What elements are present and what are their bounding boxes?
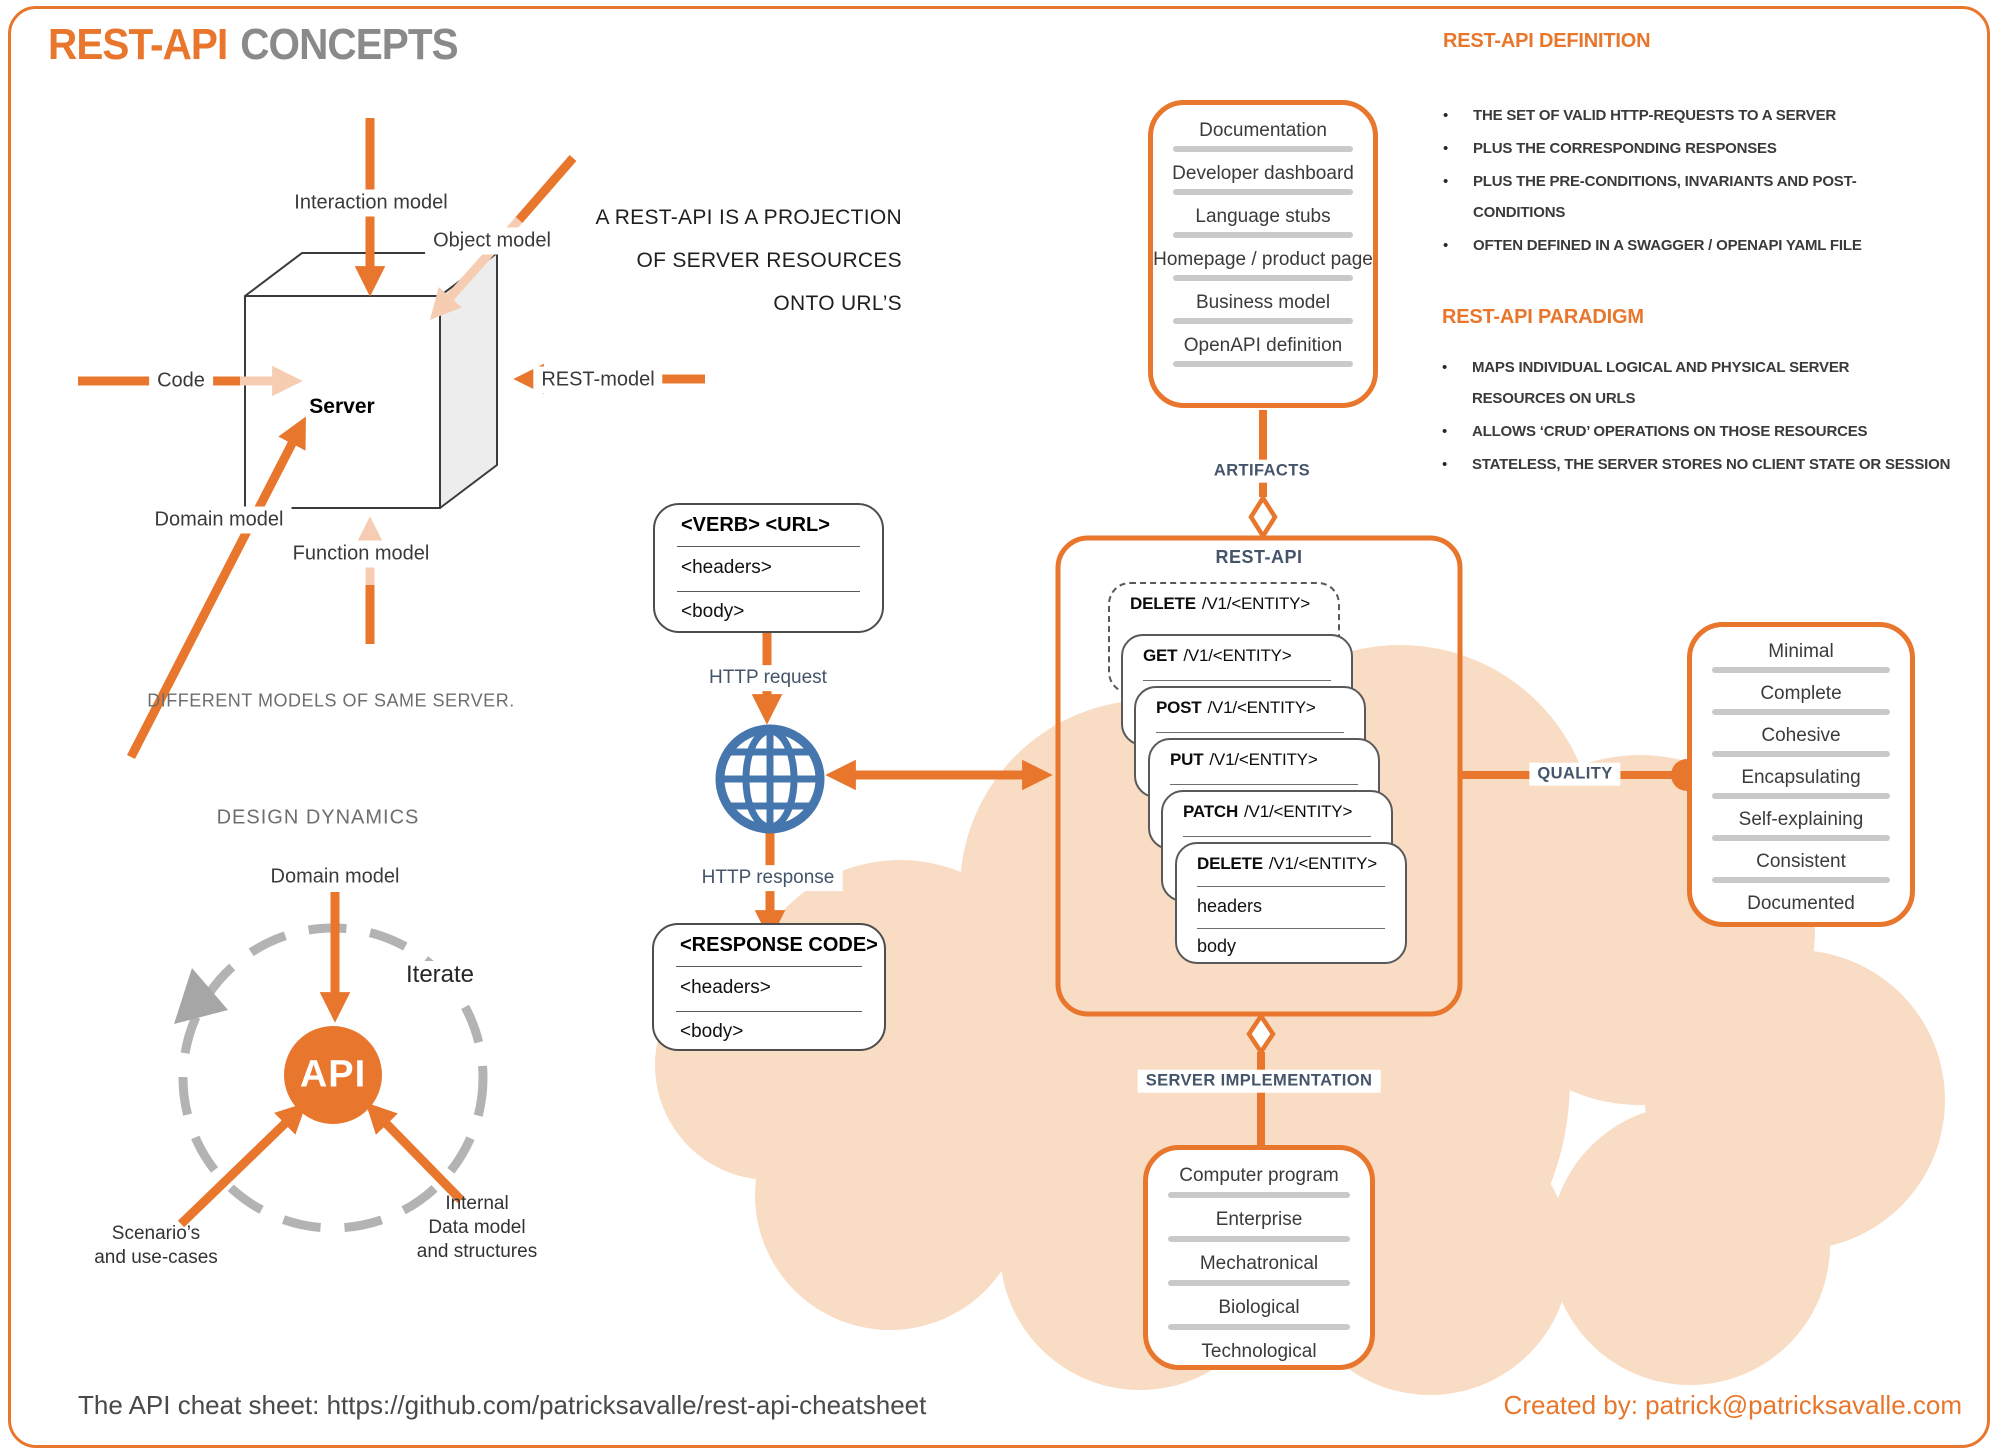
implementation-item-label: Computer program xyxy=(1179,1165,1339,1186)
scenarios-line2: and use-cases xyxy=(94,1247,218,1268)
quality-box xyxy=(1687,622,1915,927)
implementation-item xyxy=(1148,1330,1370,1374)
scenarios-line1: Scenario’s xyxy=(111,1223,201,1244)
domain-model-label: Domain model xyxy=(147,507,292,534)
separator xyxy=(1170,784,1358,785)
bullet-dot: • xyxy=(1442,456,1448,473)
response-title: <RESPONSE CODE> xyxy=(680,934,878,956)
card-headers-row: headers xyxy=(1197,896,1263,916)
card-title xyxy=(1130,594,1310,614)
quality-item xyxy=(1692,883,1910,925)
projection-line1: A REST-API IS A PROJECTION xyxy=(595,206,902,229)
internal-data-model-label xyxy=(417,1192,537,1264)
http-verb: DELETE xyxy=(1197,854,1263,873)
object-model-label: Object model xyxy=(425,228,559,255)
paradigm-title: REST-API PARADIGM xyxy=(1442,306,1644,328)
code-label: Code xyxy=(149,368,213,395)
implementation-box xyxy=(1143,1145,1375,1370)
bullet-dot: • xyxy=(1442,359,1448,376)
artifacts-item xyxy=(1153,109,1373,152)
http-response-box xyxy=(652,923,886,1051)
definition-bullet-text: OFTEN DEFINED IN A SWAGGER / OPENAPI YAML FILE xyxy=(1473,237,1862,254)
bullet-dot: • xyxy=(1442,423,1448,440)
request-title: <VERB> <URL> xyxy=(681,514,830,536)
artifacts-item xyxy=(1153,195,1373,238)
function-model-label: Function model xyxy=(285,541,438,568)
separator xyxy=(677,546,860,547)
artifacts-item xyxy=(1153,152,1373,195)
paradigm-bullet-text: MAPS INDIVIDUAL LOGICAL AND PHYSICAL SERVER RESOURCES ON URLS xyxy=(1472,359,1850,407)
separator xyxy=(1143,680,1331,681)
artifacts-box xyxy=(1148,100,1378,408)
projection-line3: ONTO URL’S xyxy=(773,292,902,315)
quality-item-label: Complete xyxy=(1760,683,1842,704)
artifacts-item xyxy=(1153,238,1373,281)
http-request-label: HTTP request xyxy=(701,665,835,691)
card-title xyxy=(1183,802,1352,822)
definition-bullet xyxy=(1443,133,1903,164)
quality-item-label: Self-explaining xyxy=(1738,809,1864,830)
implementation-item-label: Mechatronical xyxy=(1199,1253,1319,1274)
paradigm-bullets xyxy=(1442,352,1987,482)
card-title xyxy=(1197,854,1377,874)
scenarios-label xyxy=(94,1222,218,1270)
definition-bullet xyxy=(1443,230,1903,261)
dd-domain-model-label: Domain model xyxy=(263,864,408,891)
http-request-box xyxy=(653,503,884,633)
bullet-dot: • xyxy=(1443,107,1449,124)
request-headers-row: <headers> xyxy=(681,557,772,578)
paradigm-bullet xyxy=(1442,416,1987,447)
paradigm-bullet xyxy=(1442,449,1987,480)
separator xyxy=(1183,836,1371,837)
paradigm-bullet-text: ALLOWS ‘CRUD’ OPERATIONS ON THOSE RESOURCES xyxy=(1472,423,1868,440)
bullet-dot: • xyxy=(1443,140,1449,157)
artifacts-item xyxy=(1153,324,1373,367)
quality-item xyxy=(1692,631,1910,673)
separator xyxy=(1197,928,1385,929)
url-path: /V1/<ENTITY> xyxy=(1183,646,1292,665)
page-title-rest: CONCEPTS xyxy=(240,20,458,69)
bullet-dot: • xyxy=(1443,237,1449,254)
footer-author: Created by: patrick@patricksavalle.com xyxy=(1503,1390,1962,1420)
http-verb: GET xyxy=(1143,646,1178,665)
implementation-item-label: Enterprise xyxy=(1215,1209,1303,1230)
request-body-row: <body> xyxy=(681,601,745,622)
quality-item-label: Documented xyxy=(1747,893,1855,914)
quality-item-label: Minimal xyxy=(1768,641,1834,662)
url-path: /V1/<ENTITY> xyxy=(1244,802,1353,821)
implementation-item-label: Biological xyxy=(1218,1297,1300,1318)
models-caption: DIFFERENT MODELS OF SAME SERVER. xyxy=(147,690,515,711)
http-response-label: HTTP response xyxy=(694,865,843,891)
footer-cheatsheet-url: The API cheat sheet: https://github.com/patricksavalle/rest-api-cheatsheet xyxy=(78,1390,927,1420)
url-path: /V1/<ENTITY> xyxy=(1201,594,1311,613)
definition-title: REST-API DEFINITION xyxy=(1443,30,1651,52)
artifacts-item-label: OpenAPI definition xyxy=(1183,334,1343,356)
definition-bullets xyxy=(1443,100,1903,263)
implementation-item xyxy=(1148,1154,1370,1198)
card-body-row: body xyxy=(1197,936,1237,956)
url-path: /V1/<ENTITY> xyxy=(1207,698,1316,717)
separator xyxy=(1197,886,1385,887)
artifacts-item-label: Developer dashboard xyxy=(1172,162,1354,184)
paradigm-bullet-text: STATELESS, THE SERVER STORES NO CLIENT STATE OR SESSION xyxy=(1472,456,1951,473)
server-label: Server xyxy=(309,395,375,418)
bullet-dot: • xyxy=(1443,173,1449,190)
projection-line2: OF SERVER RESOURCES xyxy=(636,249,902,272)
separator xyxy=(676,966,862,967)
separator xyxy=(1173,361,1353,367)
http-verb: POST xyxy=(1156,698,1202,717)
implementation-item xyxy=(1148,1198,1370,1242)
definition-bullet-text: PLUS THE PRE-CONDITIONS, INVARIANTS AND POST-CONDITIONS xyxy=(1473,173,1857,221)
artifacts-connector-label: ARTIFACTS xyxy=(1206,460,1318,483)
internal-line1: Internal xyxy=(445,1193,509,1214)
definition-bullet xyxy=(1443,166,1903,228)
card-title xyxy=(1170,750,1318,770)
response-headers-row: <headers> xyxy=(680,977,771,998)
internal-line2: Data model xyxy=(428,1217,526,1238)
quality-connector-label: QUALITY xyxy=(1529,763,1620,786)
rest-model-label: REST-model xyxy=(533,367,662,394)
iterate-label: Iterate xyxy=(400,961,480,989)
separator xyxy=(1156,732,1344,733)
artifacts-item-label: Language stubs xyxy=(1195,205,1331,227)
quality-item xyxy=(1692,715,1910,757)
interaction-model-label: Interaction model xyxy=(286,190,455,217)
http-verb: PUT xyxy=(1170,750,1204,769)
implementation-item xyxy=(1148,1286,1370,1330)
quality-item xyxy=(1692,673,1910,715)
quality-item-label: Encapsulating xyxy=(1741,767,1861,788)
separator xyxy=(677,591,860,592)
quality-item-label: Cohesive xyxy=(1761,725,1841,746)
http-verb: PATCH xyxy=(1183,802,1239,821)
quality-item xyxy=(1692,799,1910,841)
page-title xyxy=(48,20,458,70)
artifacts-item xyxy=(1153,281,1373,324)
page-title-accent: REST-API xyxy=(48,20,228,69)
design-dynamics-title: DESIGN DYNAMICS xyxy=(216,806,420,829)
quality-item xyxy=(1692,841,1910,883)
artifacts-item-label: Business model xyxy=(1195,291,1331,313)
projection-statement xyxy=(595,196,902,325)
card-title xyxy=(1143,646,1292,666)
internal-line3: and structures xyxy=(416,1241,538,1262)
api-circle-label: API xyxy=(299,1053,367,1096)
artifacts-item-label: Documentation xyxy=(1199,119,1327,141)
rest-api-box-title: REST-API xyxy=(1207,545,1310,570)
url-path: /V1/<ENTITY> xyxy=(1268,854,1378,873)
separator xyxy=(676,1011,862,1012)
definition-bullet-text: THE SET OF VALID HTTP-REQUESTS TO A SERVER xyxy=(1473,107,1837,124)
implementation-connector-label: SERVER IMPLEMENTATION xyxy=(1138,1070,1381,1093)
url-path: /V1/<ENTITY> xyxy=(1209,750,1318,769)
definition-bullet-text: PLUS THE CORRESPONDING RESPONSES xyxy=(1473,140,1777,157)
http-verb: DELETE xyxy=(1130,594,1196,613)
implementation-item-label: Technological xyxy=(1201,1341,1317,1362)
verb-card-delete xyxy=(1175,842,1407,964)
card-title xyxy=(1156,698,1316,718)
definition-bullet xyxy=(1443,100,1903,131)
paradigm-bullet xyxy=(1442,352,1987,414)
quality-item-label: Consistent xyxy=(1756,851,1846,872)
artifacts-item-label: Homepage / product page xyxy=(1153,248,1373,270)
response-body-row: <body> xyxy=(680,1021,744,1042)
implementation-item xyxy=(1148,1242,1370,1286)
quality-item xyxy=(1692,757,1910,799)
